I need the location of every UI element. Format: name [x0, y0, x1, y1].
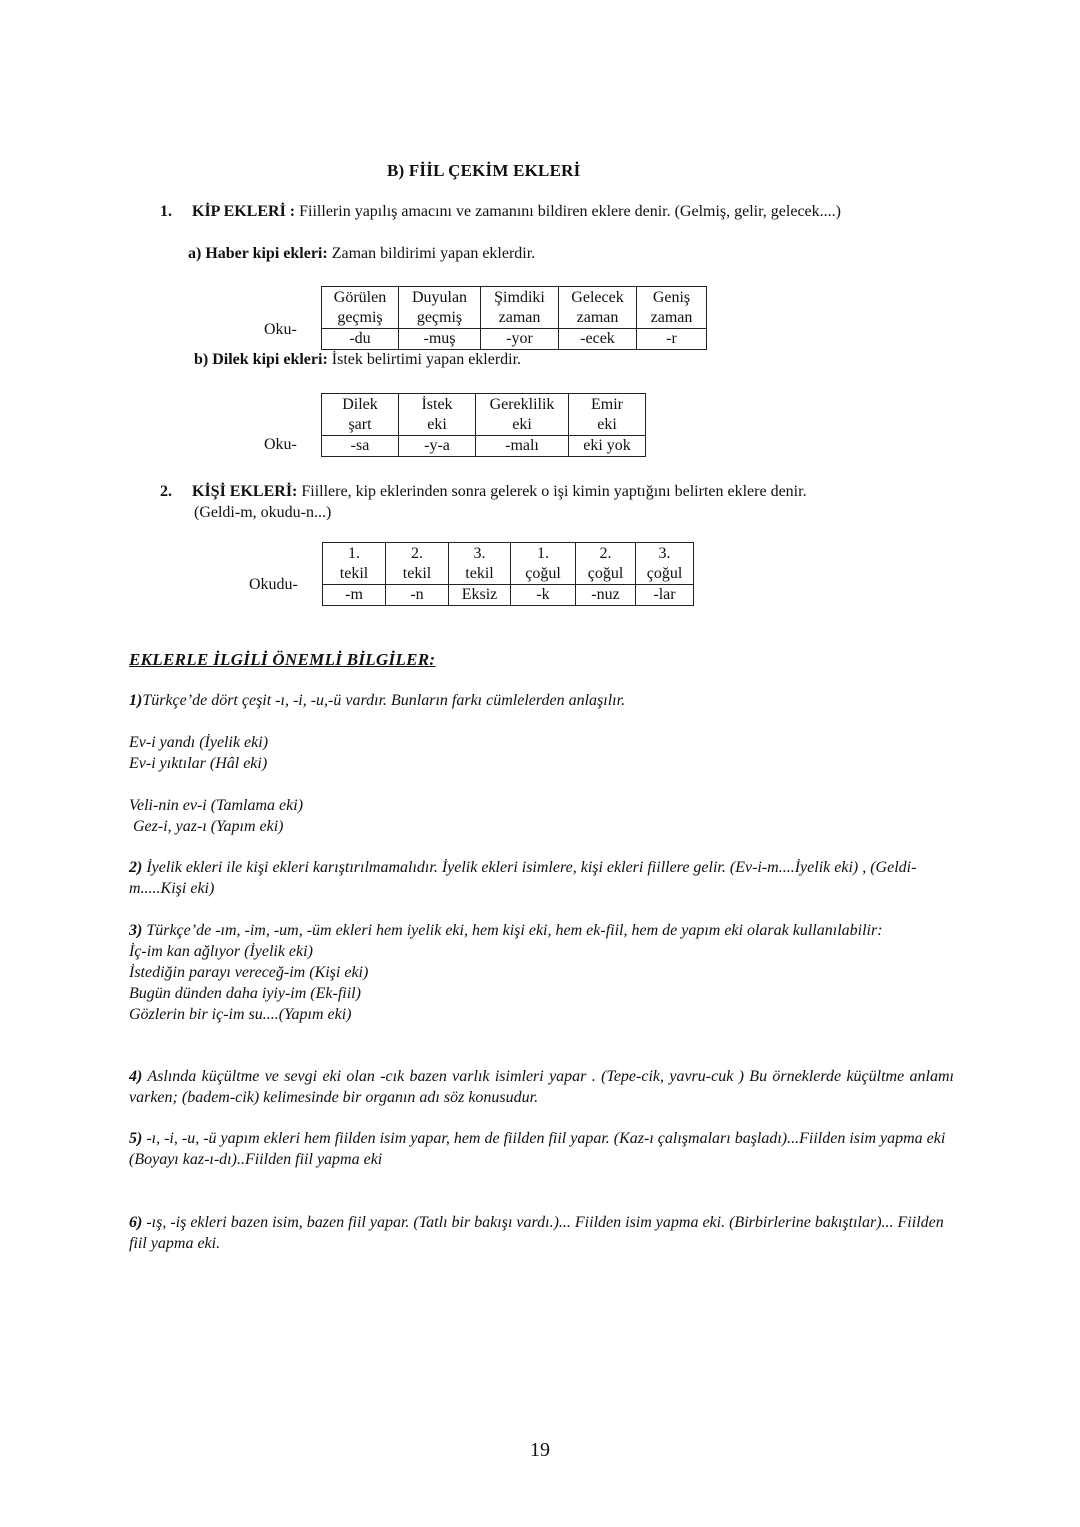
info-item-5: 5) -ı, -i, -u, -ü yapım ekleri hem fiilden isim yapar, hem de fiilden fiil yapar. (Kaz-ı çalışmaları başladı)...Fiilden isim yapma eki (Boyayı kaz-ı-dı)..Fiilden fiil yapma eki: [129, 1130, 946, 1168]
kisi-ekleri-examples: (Geldi-m, okudu-n...): [194, 504, 332, 521]
table-header-cell: 3. çoğul: [636, 543, 694, 585]
kip-ekleri-text: Fiillerin yapılış amacını ve zamanını bildiren eklere denir. (Gelmiş, gelir, gelecek....): [295, 203, 841, 220]
table-cell: -yor: [481, 329, 559, 350]
dilek-kipi-label: b) Dilek kipi ekleri:: [194, 351, 328, 368]
table-header-cell: İstek eki: [399, 394, 476, 436]
table-cell: -muş: [399, 329, 481, 350]
dilek-stem: Oku-: [264, 436, 297, 453]
table-cell: -k: [511, 585, 576, 606]
table-cell: -sa: [322, 436, 399, 457]
table-header-cell: Şimdiki zaman: [481, 287, 559, 329]
section-number: 2.: [160, 483, 172, 500]
kisi-ekleri-paragraph: [160, 481, 940, 523]
example-block-1: Ev-i yandı (İyelik eki) Ev-i yıktılar (Hâl eki): [129, 734, 269, 772]
kisi-ekleri-table: [322, 542, 694, 606]
table-header-cell: Emir eki: [569, 394, 646, 436]
section-number: 1.: [160, 203, 172, 220]
dilek-kipi-line: [194, 351, 521, 369]
kisi-stem: Okudu-: [249, 576, 298, 593]
kip-ekleri-title: KİP EKLERİ :: [192, 203, 296, 220]
haber-kipi-line: [188, 245, 535, 263]
table-header-cell: Görülen geçmiş: [322, 287, 399, 329]
table-header-cell: 1. tekil: [323, 543, 386, 585]
table-cell: -lar: [636, 585, 694, 606]
dilek-kipi-table: [321, 393, 646, 457]
table-header-cell: 1. çoğul: [511, 543, 576, 585]
table-cell: -n: [386, 585, 449, 606]
dilek-kipi-text: İstek belirtimi yapan eklerdir.: [327, 351, 522, 368]
info-title: EKLERLE İLGİLİ ÖNEMLİ BİLGİLER:: [129, 650, 436, 669]
haber-stem: Oku-: [264, 321, 297, 338]
table-header-cell: 3. tekil: [449, 543, 511, 585]
kip-ekleri-paragraph: [160, 203, 841, 221]
table-header-cell: Duyulan geçmiş: [399, 287, 481, 329]
example-block-2: Veli-nin ev-i (Tamlama eki) Gez-i, yaz-ı (Yapım eki): [129, 797, 304, 835]
table-cell: -y-a: [399, 436, 476, 457]
page-number: 19: [530, 1439, 550, 1461]
table-cell: -malı: [476, 436, 569, 457]
section-heading: B) FİİL ÇEKİM EKLERİ: [387, 161, 581, 180]
table-header-cell: Gelecek zaman: [559, 287, 637, 329]
table-header-cell: 2. tekil: [386, 543, 449, 585]
haber-kipi-label: a) Haber kipi ekleri:: [188, 245, 328, 262]
table-header-cell: Dilek şart: [322, 394, 399, 436]
info-item-3: 3) Türkçe’de -ım, -im, -um, -üm ekleri hem iyelik eki, hem kişi eki, hem ek-fiil, hem de yapım eki olarak kullanılabilir: İç-im kan ağlıyor (İyelik eki) İstediğin parayı vereceğ-im (Kişi eki) Bugün dünden daha iyiy-im (Ek-fiil) Gözlerin bir iç-im su....(Yapım eki): [129, 922, 883, 1023]
table-cell: -nuz: [576, 585, 636, 606]
kisi-ekleri-title: KİŞİ EKLERİ:: [192, 483, 298, 500]
info-item-6: 6) -ış, -iş ekleri bazen isim, bazen fiil yapar. (Tatlı bir bakışı vardı.)... Fiilden isim yapma eki. (Birbirlerine bakıştılar)... Fiilden fiil yapma eki.: [129, 1214, 944, 1252]
table-cell: -m: [323, 585, 386, 606]
table-cell: -ecek: [559, 329, 637, 350]
info-item-2: 2) İyelik ekleri ile kişi ekleri karıştırılmamalıdır. İyelik ekleri isimlere, kişi ekleri fiillere gelir. (Ev-i-m....İyelik eki) , (Geldi-m.....Kişi eki): [129, 859, 917, 897]
haber-kipi-table: [321, 286, 707, 350]
table-header-cell: Gereklilik eki: [476, 394, 569, 436]
table-header-cell: 2. çoğul: [576, 543, 636, 585]
table-cell: Eksiz: [449, 585, 511, 606]
haber-kipi-text: Zaman bildirimi yapan eklerdir.: [327, 245, 536, 262]
info-item-1: 1)Türkçe’de dört çeşit -ı, -i, -u,-ü vardır. Bunların farkı cümlelerden anlaşılır.: [129, 692, 626, 709]
info-item-4: 4) Aslında küçültme ve sevgi eki olan -cık bazen varlık isimleri yapar . (Tepe-cik, yavru-cuk ) Bu örneklerde küçültme anlamı varken; (badem-cik) kelimesinde bir organın adı söz konusudur.: [129, 1068, 954, 1106]
table-cell: eki yok: [569, 436, 646, 457]
table-header-cell: Geniş zaman: [637, 287, 707, 329]
kisi-ekleri-text: Fiillere, kip eklerinden sonra gelerek o işi kimin yaptığını belirten eklere denir.: [297, 483, 807, 500]
table-cell: -r: [637, 329, 707, 350]
table-cell: -du: [322, 329, 399, 350]
